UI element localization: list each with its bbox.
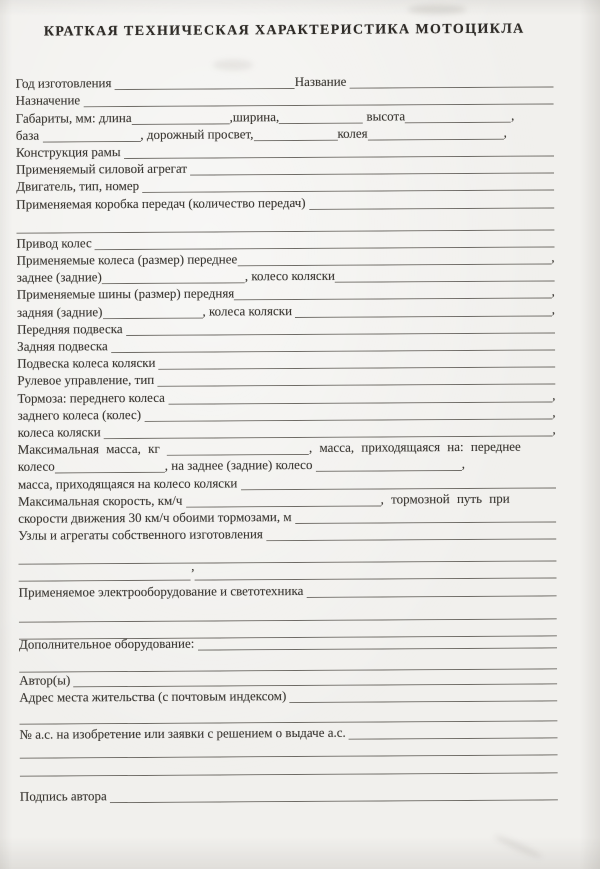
field-label: масса, приходящаяся на колесо коляски <box>17 474 241 492</box>
form-line <box>16 139 554 159</box>
form-line <box>15 70 553 90</box>
form-line <box>18 471 556 491</box>
form-line <box>18 562 556 582</box>
field-label: Габариты, мм: длина <box>15 109 132 126</box>
form-line <box>18 488 556 508</box>
field-label: скорости движения 30 км/ч обоими тормозами, м <box>18 508 295 526</box>
fill-in-blank <box>266 536 556 542</box>
scan-smudge <box>213 60 253 70</box>
fill-in-blank <box>307 592 557 598</box>
field-label: Привод колес <box>16 235 96 251</box>
field-label: Применяемые колеса (размер) переднее <box>16 251 238 268</box>
fill-in-blank <box>55 469 165 474</box>
form-line <box>18 419 556 439</box>
form-line <box>17 299 555 319</box>
field-label: , <box>503 124 507 140</box>
field-label: , тормозной путь при <box>380 490 510 507</box>
field-label: Двигатель, тип, номер <box>16 178 143 195</box>
field-label: , <box>552 404 556 420</box>
field-label: Подвеска колеса коляски <box>17 355 159 371</box>
field-label: , масса, приходящаяся на: переднее <box>308 438 521 456</box>
scan-crease <box>493 833 543 861</box>
field-label: № а.с. на изобретение или заявки с решением о выдаче а.с. <box>19 724 350 742</box>
form-line <box>19 704 557 724</box>
field-label: , дорожный просвет, <box>140 126 254 142</box>
field-label: Применяемое электрооборудование и светотехника <box>18 582 307 600</box>
form-line <box>17 350 555 370</box>
form-line <box>19 579 557 599</box>
form-line <box>17 282 555 302</box>
field-label: колея <box>337 125 368 141</box>
field-label: , <box>461 456 465 472</box>
field-label: Название <box>294 73 350 90</box>
form-line <box>18 505 556 525</box>
form-line <box>20 756 558 776</box>
form-line <box>16 174 554 194</box>
field-label: , колесо коляски <box>244 268 336 284</box>
form-line <box>16 105 554 125</box>
form-line <box>18 545 556 565</box>
field-label: Конструкция рамы <box>15 144 124 160</box>
field-label: Максимальная масса, кг <box>17 440 168 457</box>
field-label: Передняя подвеска <box>17 320 126 337</box>
fill-in-blank <box>309 204 554 209</box>
field-label: заднего колеса (колес) <box>17 406 145 423</box>
field-label: Подпись автора <box>19 787 111 804</box>
fill-in-blank <box>20 769 558 776</box>
field-label: , <box>551 283 555 299</box>
fill-in-blank <box>198 645 557 651</box>
field-label: Назначение <box>15 92 84 109</box>
field-label: Дополнительное оборудование: <box>18 635 198 652</box>
form-line <box>19 684 557 704</box>
field-label: Тормоза: переднего колеса <box>17 389 169 406</box>
field-label: высота <box>363 107 406 124</box>
form-line <box>17 368 555 388</box>
field-label: база <box>15 127 43 143</box>
field-label: Максимальная скорость, км/ч <box>18 492 186 509</box>
field-label: колеса коляски <box>17 424 104 440</box>
field-label: Автор(ы) <box>19 671 74 688</box>
field-label: колесо <box>17 458 55 475</box>
field-label: заднее (задние) <box>16 269 102 285</box>
form-line <box>17 385 555 405</box>
form-line <box>17 333 555 353</box>
fill-in-blank <box>110 796 558 803</box>
field-label: задняя (задние) <box>16 303 103 320</box>
field-label: Задняя подвеска <box>17 338 112 354</box>
form-line <box>16 230 554 250</box>
form-line <box>17 316 555 336</box>
fill-in-blank <box>103 314 203 319</box>
field-label: Применяемый силовой агрегат <box>16 160 191 177</box>
field-label: ’ <box>190 566 195 582</box>
field-label: Рулевое управление, тип <box>17 372 158 389</box>
field-label: Применяемая коробка передач (количество передач) <box>16 194 309 212</box>
fill-in-blank <box>253 137 337 142</box>
form-line <box>18 522 556 542</box>
field-label: , <box>552 387 556 403</box>
form-line <box>19 721 557 741</box>
form-line <box>19 653 557 673</box>
fill-in-blank <box>279 119 363 124</box>
field-label: , <box>552 421 556 437</box>
form-line <box>20 783 558 803</box>
fill-in-blank <box>405 118 511 123</box>
fill-in-blank <box>368 136 504 141</box>
form-line <box>17 247 555 267</box>
form-line <box>16 191 554 211</box>
form-line <box>16 213 554 233</box>
form-line <box>19 602 557 622</box>
field-label: Узлы и агрегаты собственного изготовления <box>18 526 267 543</box>
fill-in-blank <box>42 138 140 143</box>
fill-in-blank <box>290 697 558 703</box>
fill-in-blank <box>132 120 230 125</box>
field-label: , <box>511 107 515 123</box>
form-line <box>16 156 554 176</box>
field-label: Год изготовления <box>15 75 115 91</box>
field-label: , <box>551 301 555 317</box>
field-label: ,ширина, <box>229 108 280 124</box>
form-line <box>18 402 556 422</box>
form-body <box>15 70 557 803</box>
field-label: Применяемые шины (размер) передняя <box>16 285 235 303</box>
form-line <box>18 436 556 456</box>
form-title: КРАТКАЯ ТЕХНИЧЕСКАЯ ХАРАКТЕРИСТИКА МОТОЦИКЛА <box>43 21 525 40</box>
field-label: Адрес места жительства (с почтовым индексом) <box>19 687 290 705</box>
form-line <box>16 122 554 142</box>
field-label: , колеса коляски <box>202 302 296 319</box>
scan-smudge <box>408 5 466 14</box>
form-line <box>17 265 555 285</box>
field-label: , <box>551 249 555 265</box>
field-label: , на заднее (задние) колесо <box>164 457 316 474</box>
form-line <box>20 739 558 759</box>
form-line <box>16 88 554 108</box>
